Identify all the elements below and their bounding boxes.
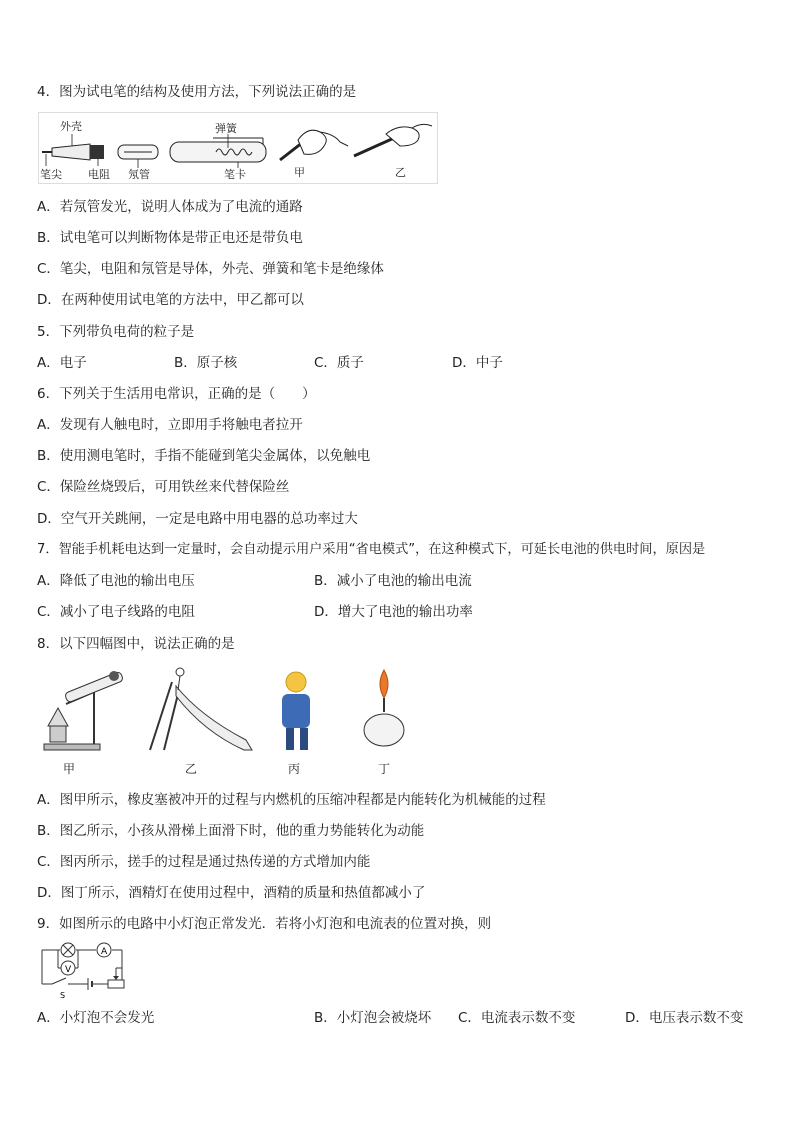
q7-stem: 7．智能手机耗电达到一定量时，会自动提示用户采用“省电模式”，在这种模式下，可延长电池的供电时间，原因是 [37,542,706,557]
q9-option-a: A．小灯泡不会发光 [37,1010,155,1026]
q7-option-d: D．增大了电池的输出功率 [314,604,473,620]
q7-option-c: C．减小了电子线路的电阻 [37,604,195,620]
q7-option-b: B．减小了电池的输出电流 [314,573,472,589]
label-spring: 弹簧 [215,122,237,135]
q8-option-a: A．图甲所示，橡皮塞被冲开的过程与内燃机的压缩冲程都是内能转化为机械能的过程 [37,792,546,808]
q5-option-a: A．电子 [37,355,87,371]
label-shell: 外壳 [60,120,82,133]
q8-option-d: D．图丁所示，酒精灯在使用过程中，酒精的质量和热值都减小了 [37,885,426,901]
svg-text:V: V [65,965,72,975]
q8-caption-ding: 丁 [378,762,391,776]
q8-stem: 8．以下四幅图中，说法正确的是 [37,636,235,652]
q6-option-d: D．空气开关跳闸，一定是电路中用电器的总功率过大 [37,511,358,527]
q7-option-a: A．降低了电池的输出电压 [37,573,195,589]
q5-stem: 5．下列带负电荷的粒子是 [37,324,195,340]
q6-option-a: A．发现有人触电时，立即用手将触电者拉开 [37,417,303,433]
battery-icon [88,978,92,990]
q9-option-c: C．电流表示数不变 [458,1010,576,1026]
label-tip: 笔尖 [40,168,62,181]
label-yi: 乙 [395,166,406,179]
slide-icon [150,668,252,750]
q4-option-c: C．笔尖，电阻和氖管是导体，外壳、弹簧和笔卡是绝缘体 [37,261,384,277]
q8-caption-bing: 丙 [288,762,301,776]
bulb-icon [61,943,75,957]
ammeter-icon [97,943,111,957]
q9-option-d: D．电压表示数不变 [625,1010,744,1026]
q6-option-b: B．使用测电笔时，手指不能碰到笔尖金属体，以免触电 [37,448,371,464]
q9-stem: 9．如图所示的电路中小灯泡正常发光．若将小灯泡和电流表的位置对换，则 [37,916,492,932]
q4-option-d: D．在两种使用试电笔的方法中，甲乙都可以 [37,292,304,308]
q4-option-a: A．若氖管发光，说明人体成为了电流的通路 [37,199,303,215]
svg-text:A: A [101,947,108,957]
q9-option-b: B．小灯泡会被烧坏 [314,1010,432,1026]
q8-option-b: B．图乙所示，小孩从滑梯上面滑下时，他的重力势能转化为动能 [37,823,425,839]
label-clip: 笔卡 [224,168,246,181]
q5-option-b: B．原子核 [174,355,238,371]
q4-option-b: B．试电笔可以判断物体是带正电还是带负电 [37,230,303,246]
label-neon: 氖管 [128,168,150,181]
test-tube-stand-icon [44,671,124,750]
label-jia: 甲 [294,166,305,179]
alcohol-lamp-icon [364,670,404,746]
label-resistor: 电阻 [88,168,110,181]
q6-stem: 6．下列关于生活用电常识，正确的是（ ） [37,386,316,402]
q5-option-c: C．质子 [314,355,364,371]
q4-stem: 4．图为试电笔的结构及使用方法，下列说法正确的是 [37,84,357,100]
q9-circuit-figure [36,940,136,1002]
q8-caption-yi: 乙 [185,762,198,776]
q8-figure [38,664,418,756]
voltmeter-icon [61,961,75,975]
q6-option-c: C．保险丝烧毁后，可用铁丝来代替保险丝 [37,479,290,495]
child-rubbing-hands-icon [282,672,310,750]
q4-figure-test-pencil [38,112,438,184]
svg-text:S: S [60,991,66,1000]
switch-icon [52,978,66,1000]
q8-caption-jia: 甲 [63,762,76,776]
q5-option-d: D．中子 [452,355,503,371]
q8-option-c: C．图丙所示，搓手的过程是通过热传递的方式增加内能 [37,854,371,870]
